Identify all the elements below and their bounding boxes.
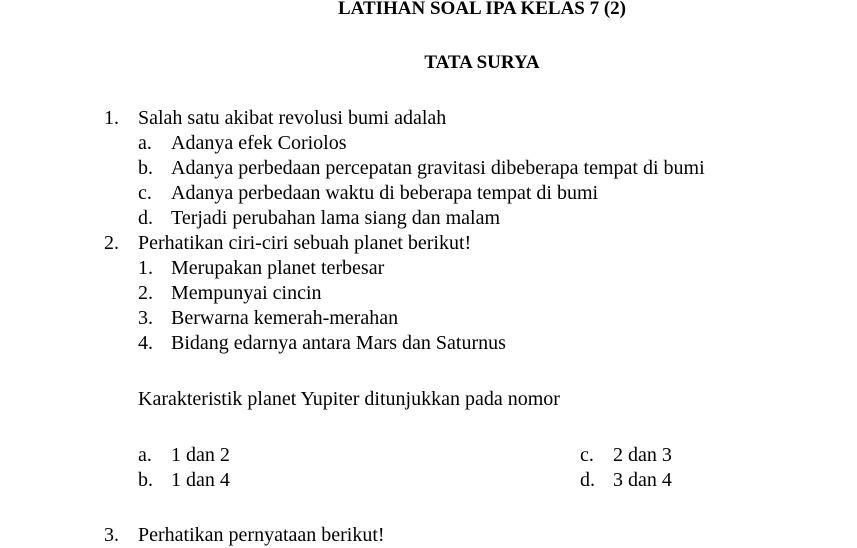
option-letter: a.: [138, 132, 152, 154]
option-text: 3 dan 4: [613, 469, 672, 491]
question-number: 3.: [104, 524, 119, 546]
statement-number: 4.: [138, 332, 153, 354]
option-letter: d.: [138, 207, 153, 229]
option-letter: c.: [138, 182, 152, 204]
statement-text: Merupakan planet terbesar: [171, 257, 385, 279]
option-text: 1 dan 2: [171, 444, 230, 466]
question-text: Perhatikan pernyataan berikut!: [138, 524, 385, 546]
page-title: LATIHAN SOAL IPA KELAS 7 (2): [337, 0, 627, 19]
question-number: 2.: [104, 232, 119, 254]
option-text: 1 dan 4: [171, 469, 230, 491]
page-subtitle: TATA SURYA: [424, 52, 540, 73]
option-text: Adanya efek Coriolos: [171, 132, 347, 154]
statement-number: 2.: [138, 282, 153, 304]
option-text: Adanya perbedaan waktu di beberapa tempat di bumi: [171, 182, 599, 204]
option-letter: b.: [138, 469, 153, 491]
option-text: Adanya perbedaan percepatan gravitasi dibeberapa tempat di bumi: [171, 157, 705, 179]
question-text: Perhatikan ciri-ciri sebuah planet berikut!: [138, 232, 472, 254]
question-number: 1.: [104, 107, 119, 129]
statement-text: Bidang edarnya antara Mars dan Saturnus: [171, 332, 506, 354]
statement-number: 3.: [138, 307, 153, 329]
statement-text: Mempunyai cincin: [171, 282, 322, 304]
question-text: Salah satu akibat revolusi bumi adalah: [138, 107, 447, 129]
question-prompt: Karakteristik planet Yupiter ditunjukkan pada nomor: [138, 388, 560, 410]
option-letter: d.: [580, 469, 595, 491]
statement-number: 1.: [138, 257, 153, 279]
statement-text: Berwarna kemerah-merahan: [171, 307, 399, 329]
option-letter: c.: [580, 444, 594, 466]
option-letter: b.: [138, 157, 153, 179]
option-text: Terjadi perubahan lama siang dan malam: [171, 207, 501, 229]
option-letter: a.: [138, 444, 152, 466]
option-text: 2 dan 3: [613, 444, 672, 466]
